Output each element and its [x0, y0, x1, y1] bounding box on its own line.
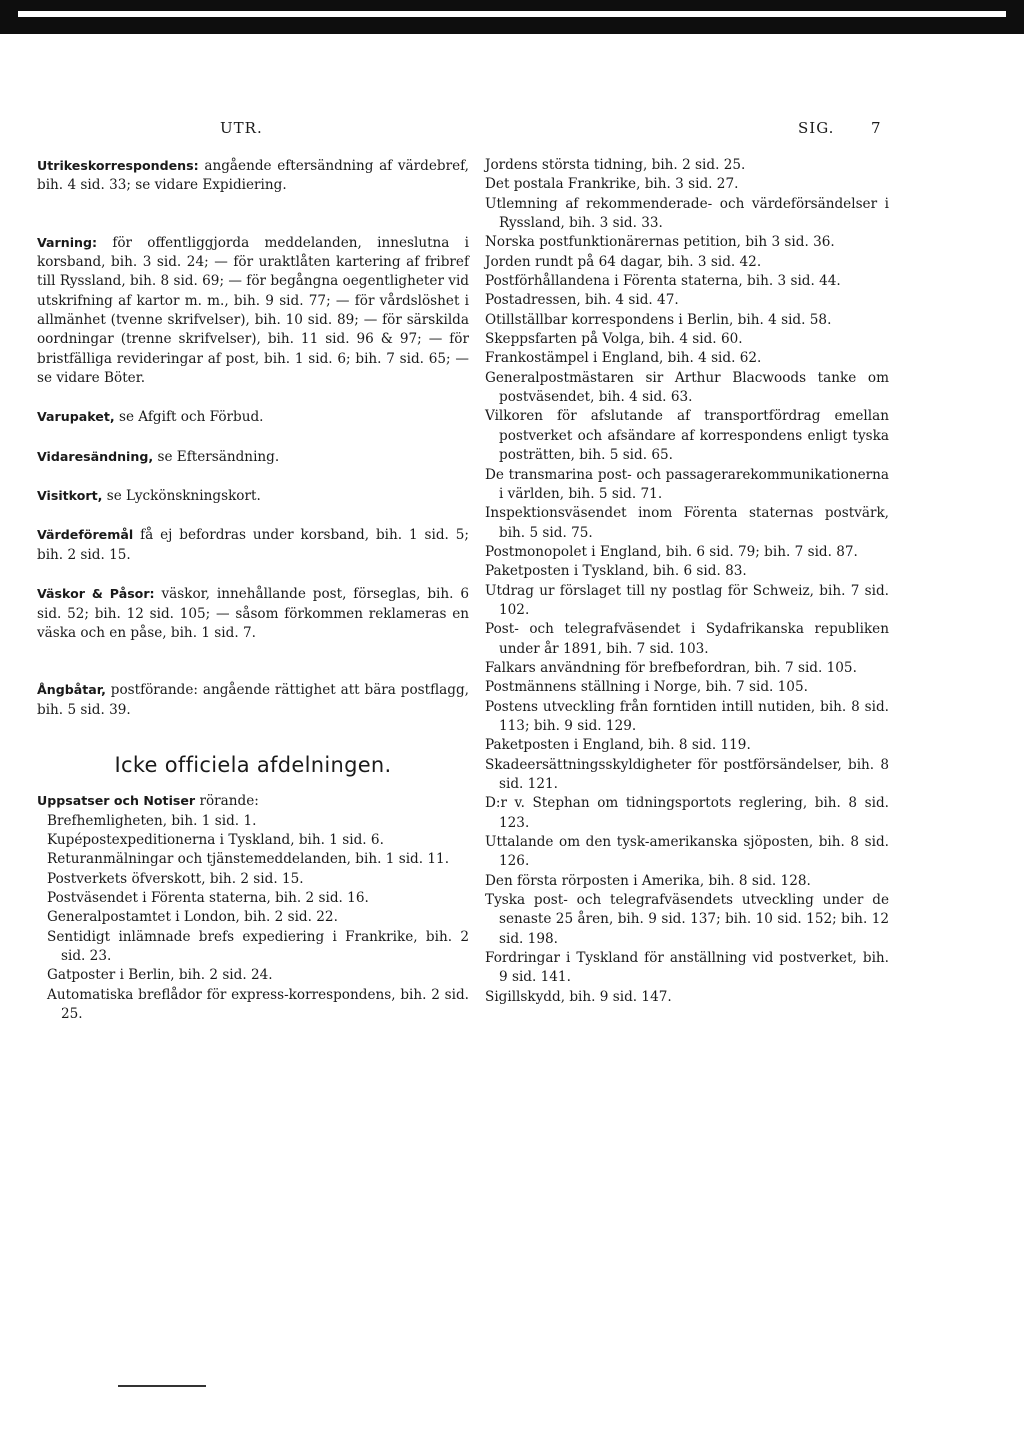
- entry-text: angående eftersändning af värdebref, bih. 4 sid. 33; se vidare Expidiering.: [37, 158, 469, 194]
- list-item: Otillställbar korrespondens i Berlin, bih. 4 sid. 58.: [485, 311, 832, 328]
- list-item: Den första rörposten i Amerika, bih. 8 sid. 128.: [485, 872, 811, 889]
- list-item: Norska postfunktionärernas petition, bih 3 sid. 36.: [485, 234, 835, 251]
- list-item: Postens utveckling från forntiden intill nutiden, bih. 8 sid. 113; bih. 9 sid. 129.: [485, 698, 889, 734]
- article-list: [37, 812, 469, 1025]
- entry-text: se Afgift och Förbud.: [118, 409, 264, 426]
- list-item: Fordringar i Tyskland för anställning vid postverket, bih. 9 sid. 141.: [485, 950, 889, 986]
- index-entry: [37, 486, 469, 506]
- list-item: Jorden rundt på 64 dagar, bih. 3 sid. 42.: [485, 253, 762, 270]
- list-item: De transmarina post- och passagerarekommunikationerna i världen, bih. 5 sid. 71.: [485, 466, 889, 502]
- entry-head: Varupaket,: [37, 409, 115, 425]
- list-item: Brefhemligheten, bih. 1 sid. 1.: [47, 812, 257, 829]
- entry-text: se Lyckönskningskort.: [106, 488, 261, 505]
- list-item: D:r v. Stephan om tidningsportots reglering, bih. 8 sid. 123.: [485, 795, 889, 831]
- index-entry: [37, 525, 469, 565]
- subsection-heading: [37, 791, 469, 811]
- list-item: Jordens största tidning, bih. 2 sid. 25.: [485, 157, 746, 173]
- list-item: Postadressen, bih. 4 sid. 47.: [485, 292, 679, 309]
- list-item: Postväsendet i Förenta staterna, bih. 2 sid. 16.: [47, 889, 369, 906]
- right-column: [485, 156, 889, 1007]
- list-item: Paketposten i England, bih. 8 sid. 119.: [485, 737, 751, 754]
- entry-head: Utrikeskorrespondens:: [37, 158, 199, 173]
- entry-head: Väskor & Påsor:: [37, 586, 155, 602]
- entry-head: Visitkort,: [37, 488, 103, 504]
- entry-text: för offentliggjorda meddelanden, inneslutna i korsband, bih. 3 sid. 24; — för uraktlåten kartering af fribref till Ryssland, bih. 8 sid. 69; — för begångna oegentligheter vid utskrifning af kartor m. m., bih. 9 sid. 77; — för vårdslöshet i allmänhet (tvenne skrifvelser), bih. 10 sid. 89; — för särskilda oordningar (trenne skrifvelser), bih. 11 sid. 96 & 97; — för bristfälliga revideringar af post, bih. 1 sid. 6; bih. 7 sid. 65; — se vidare Böter.: [37, 234, 469, 387]
- entry-text: väskor, innehållande post, förseglas, bih. 6 sid. 52; bih. 12 sid. 105; — såsom förkommen reklameras en väska och en påse, bih. 1 sid. 7.: [37, 586, 469, 641]
- list-item: Uttalande om den tysk-amerikanska sjöposten, bih. 8 sid. 126.: [485, 834, 889, 870]
- section-title: Icke officiela afdelningen.: [114, 752, 392, 777]
- list-item: Automatiska breflådor för express-korrespondens, bih. 2 sid. 25.: [47, 986, 469, 1022]
- list-item: Skadeersättningsskyldigheter för postförsändelser, bih. 8 sid. 121.: [485, 756, 889, 792]
- list-item: Returanmälningar och tjänstemeddelanden, bih. 1 sid. 11.: [47, 851, 450, 868]
- list-item: Det postala Frankrike, bih. 3 sid. 27.: [485, 176, 739, 193]
- list-item: Skeppsfarten på Volga, bih. 4 sid. 60.: [485, 331, 743, 348]
- page-number: 7: [871, 119, 882, 137]
- list-item: Tyska post- och telegrafväsendets utveckling under de senaste 25 åren, bih. 9 sid. 137; bih. 10 sid. 152; bih. 12 sid. 198.: [485, 892, 889, 947]
- list-item: Inspektionsväsendet inom Förenta staternas postvärk, bih. 5 sid. 75.: [485, 505, 889, 541]
- list-item: Kupépostexpeditionerna i Tyskland, bih. 1 sid. 6.: [47, 831, 384, 848]
- running-head-middle: SIG.: [798, 119, 835, 137]
- entry-head: Ångbåtar,: [37, 682, 106, 698]
- index-entry: [37, 407, 469, 427]
- index-entry: [37, 447, 469, 467]
- entry-text: postförande: angående rättighet att bära postflagg, bih. 5 sid. 39.: [37, 682, 469, 718]
- index-entry: [37, 156, 469, 196]
- entry-text: se Eftersändning.: [157, 448, 280, 465]
- entry-head: Vidaresändning,: [37, 448, 154, 464]
- subsection-text: rörande:: [199, 793, 259, 810]
- scan-top-border: [0, 0, 1024, 34]
- list-item: Sentidigt inlämnade brefs expediering i Frankrike, bih. 2 sid. 23.: [47, 928, 469, 964]
- list-item: Falkars användning för brefbefordran, bih. 7 sid. 105.: [485, 659, 857, 676]
- list-item: Postförhållandena i Förenta staterna, bih. 3 sid. 44.: [485, 273, 841, 290]
- list-item: Sigillskydd, bih. 9 sid. 147.: [485, 988, 672, 1005]
- footnote-rule: [118, 1385, 206, 1387]
- running-head-left: UTR.: [220, 119, 263, 137]
- list-item: Utdrag ur förslaget till ny postlag för Schweiz, bih. 7 sid. 102.: [485, 582, 889, 618]
- list-item: Postverkets öfverskott, bih. 2 sid. 15.: [47, 870, 304, 887]
- list-item: Generalpostmästaren sir Arthur Blacwoods tanke om postväsendet, bih. 4 sid. 63.: [485, 369, 889, 406]
- list-item: Post- och telegrafväsendet i Sydafrikanska republiken under år 1891, bih. 7 sid. 103.: [485, 621, 889, 657]
- list-item: Frankostämpel i England, bih. 4 sid. 62.: [485, 350, 762, 367]
- list-item: Postmännens ställning i Norge, bih. 7 sid. 105.: [485, 679, 808, 696]
- list-item: Vilkoren för afslutande af transportfördrag emellan postverket och afsändare af korrespondens enligt tyska posträtten, bih. 5 sid. 65.: [485, 408, 889, 464]
- subsection-head: Uppsatser och Notiser: [37, 793, 196, 809]
- list-item: Gatposter i Berlin, bih. 2 sid. 24.: [47, 967, 273, 984]
- entry-text: få ej befordras under korsband, bih. 1 sid. 5; bih. 2 sid. 15.: [37, 527, 469, 563]
- entry-head: Varning:: [37, 234, 98, 250]
- left-column: [37, 156, 469, 1024]
- list-item: Postmonopolet i England, bih. 6 sid. 79; bih. 7 sid. 87.: [485, 543, 858, 560]
- list-item: Generalpostamtet i London, bih. 2 sid. 22.: [47, 909, 338, 926]
- index-entry: [37, 584, 469, 643]
- index-entry: [37, 233, 469, 389]
- scan-top-strip: [18, 11, 1006, 17]
- list-item: Utlemning af rekommenderade- och värdeförsändelser i Ryssland, bih. 3 sid. 33.: [485, 195, 889, 232]
- entry-head: Värdeföremål: [37, 527, 134, 543]
- list-item: Paketposten i Tyskland, bih. 6 sid. 83.: [485, 563, 747, 580]
- index-entry: [37, 680, 469, 720]
